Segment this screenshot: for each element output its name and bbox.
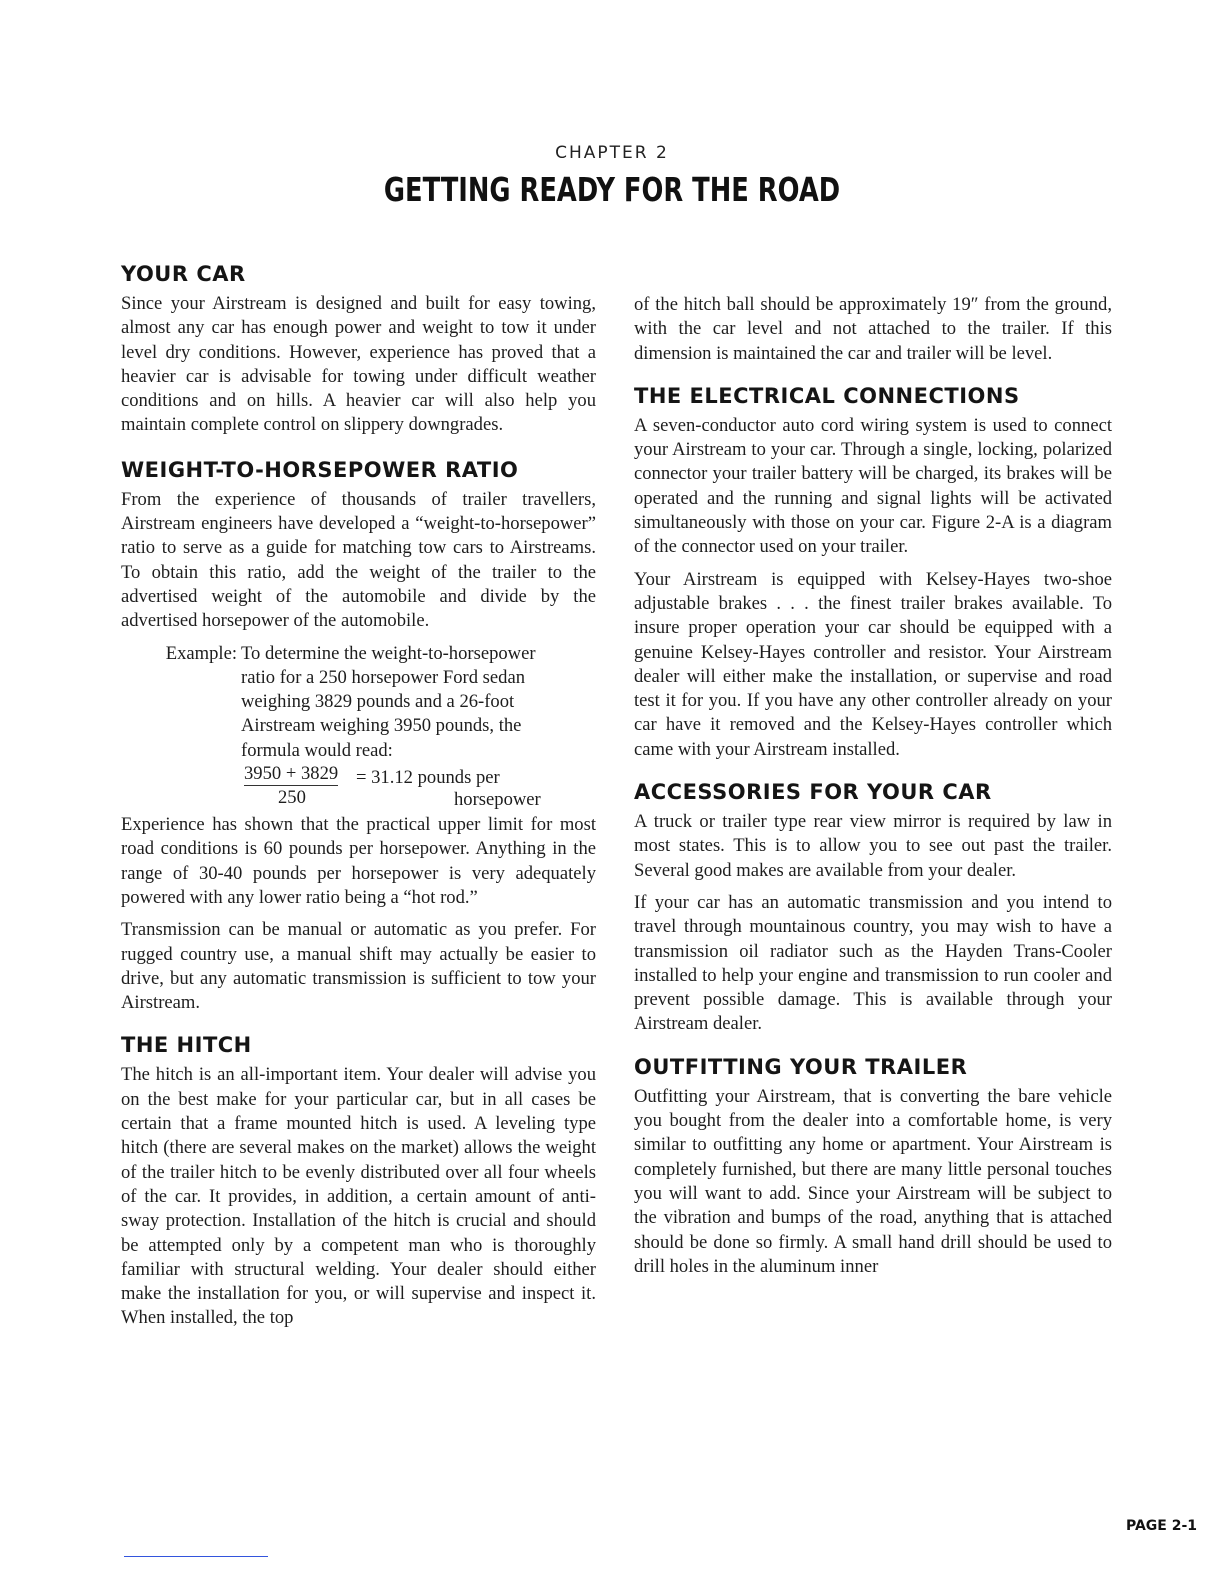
left-column: [121, 258, 596, 1331]
example-text: To determine the weight-to-horsepower ratio for a 250 horsepower Ford sedan weighing 3829 pounds and a 26-foot Airstream weighing 3950 pounds, the formula would read:: [241, 642, 536, 761]
example-block: [121, 642, 596, 763]
formula-result: = 31.12 pounds per: [356, 767, 500, 789]
chapter-label: CHAPTER 2: [555, 143, 669, 163]
hitch-continued-paragraph: of the hitch ball should be approximately 19″ from the ground, with the car level and not attached to the trailer. If this dimension is maintained the car and trailer will be level.: [634, 294, 1112, 364]
ratio-paragraph-2: Experience has shown that the practical upper limit for most road conditions is 60 pounds per horsepower. Anything in the range of 30-40 pounds per horsepower is very adequately powered with any lower ratio being a “hot rod.”: [121, 814, 596, 908]
electrical-paragraph-2: Your Airstream is equipped with Kelsey-Hayes two-shoe adjustable brakes . . . the finest trailer brakes available. To insure proper operation your car should be equipped with a genuine Kelsey-Hayes controller and resistor. Your Airstream dealer will either make the installation, or supervise and road test it for you. If you have any other controller already on your car have it removed and the Kelsey-Hayes controller which came with your Airstream installed.: [634, 568, 1112, 760]
outfitting-heading: OUTFITTING YOUR TRAILER: [634, 1054, 968, 1079]
accessories-paragraph-2: If your car has an automatic transmission and you intend to travel through mountainous country, you may wish to have a transmission oil radiator such as the Hayden Trans-Cooler installed to help your engine and transmission to run cooler and prevent possible damage. This is available through your Airstream dealer.: [634, 891, 1112, 1035]
ratio-paragraph-1: From the experience of thousands of trailer travellers, Airstream engineers have developed a “weight-to-horsepower” ratio to serve as a guide for matching tow cars to Airstreams. To obtain this ratio, add the weight of the trailer to the advertised weight of the automobile and divide by the advertised horsepower of the automobile.: [121, 488, 596, 632]
example-label: Example:: [165, 642, 237, 664]
electrical-paragraph-1: A seven-conductor auto cord wiring system is used to connect your Airstream to your car. Through a single, locking, polarized connector your trailer battery will be charged, its brakes will be operated and the running and signal lights will be activated simultaneously with those on your car. Figure 2-A is a diagram of the connector used on your trailer.: [634, 414, 1112, 558]
formula-result-unit: horsepower: [454, 789, 541, 811]
page-number: PAGE 2-1: [1126, 1518, 1198, 1534]
ratio-heading: WEIGHT-TO-HORSEPOWER RATIO: [121, 457, 519, 482]
outfitting-paragraph: Outfitting your Airstream, that is converting the bare vehicle you bought from the dealer into a comfortable home, is very similar to outfitting any home or apartment. Your Airstream is completely furnished, but there are many little personal touches you will want to add. Since your Airstream will be subject to the vibration and bumps of the road, anything that is attached should be done so firmly. A small hand drill should be used to drill holes in the aluminum inner: [634, 1085, 1112, 1277]
formula-numerator: 3950 + 3829: [244, 763, 339, 785]
accessories-paragraph-1: A truck or trailer type rear view mirror is required by law in most states. This is to allow you to see out past the trailer. Several good makes are available from your dealer.: [634, 811, 1112, 881]
hitch-heading: THE HITCH: [121, 1033, 252, 1058]
your-car-paragraph: Since your Airstream is designed and built for easy towing, almost any car has enough power and weight to tow it under level dry conditions. However, experience has proved that a heavier car is advisable for towing under difficult weather conditions and on hills. A heavier car will also help you maintain complete control on slippery downgrades.: [121, 293, 596, 436]
electrical-heading: THE ELECTRICAL CONNECTIONS: [634, 383, 1020, 408]
formula-denominator: 250: [278, 787, 306, 809]
hitch-paragraph: The hitch is an all-important item. Your dealer will advise you on the best make for your particular car, but in all cases be certain that a frame mounted hitch is used. A leveling type hitch (there are several makes on the market) allows the weight of the trailer hitch to be evenly distributed over all four wheels of the car. It provides, in addition, a certain amount of anti-sway protection. Installation of the hitch is crucial and should be attempted only by a competent man who is thoroughly familiar with structural welding. Your dealer should either make the installation for you, or will supervise and inspect it. When installed, the top: [121, 1064, 596, 1329]
chapter-title: GETTING READY FOR THE ROAD: [383, 170, 841, 209]
right-column: [634, 293, 1112, 1279]
ratio-paragraph-3: Transmission can be manual or automatic as you prefer. For rugged country use, a manual shift may actually be easier to drive, but any automatic transmission is sufficient to tow your Airstream.: [121, 919, 596, 1014]
bottom-rule: [124, 1556, 268, 1557]
your-car-heading: YOUR CAR: [121, 262, 246, 286]
ratio-formula: [244, 763, 596, 813]
accessories-heading: ACCESSORIES FOR YOUR CAR: [634, 780, 992, 805]
